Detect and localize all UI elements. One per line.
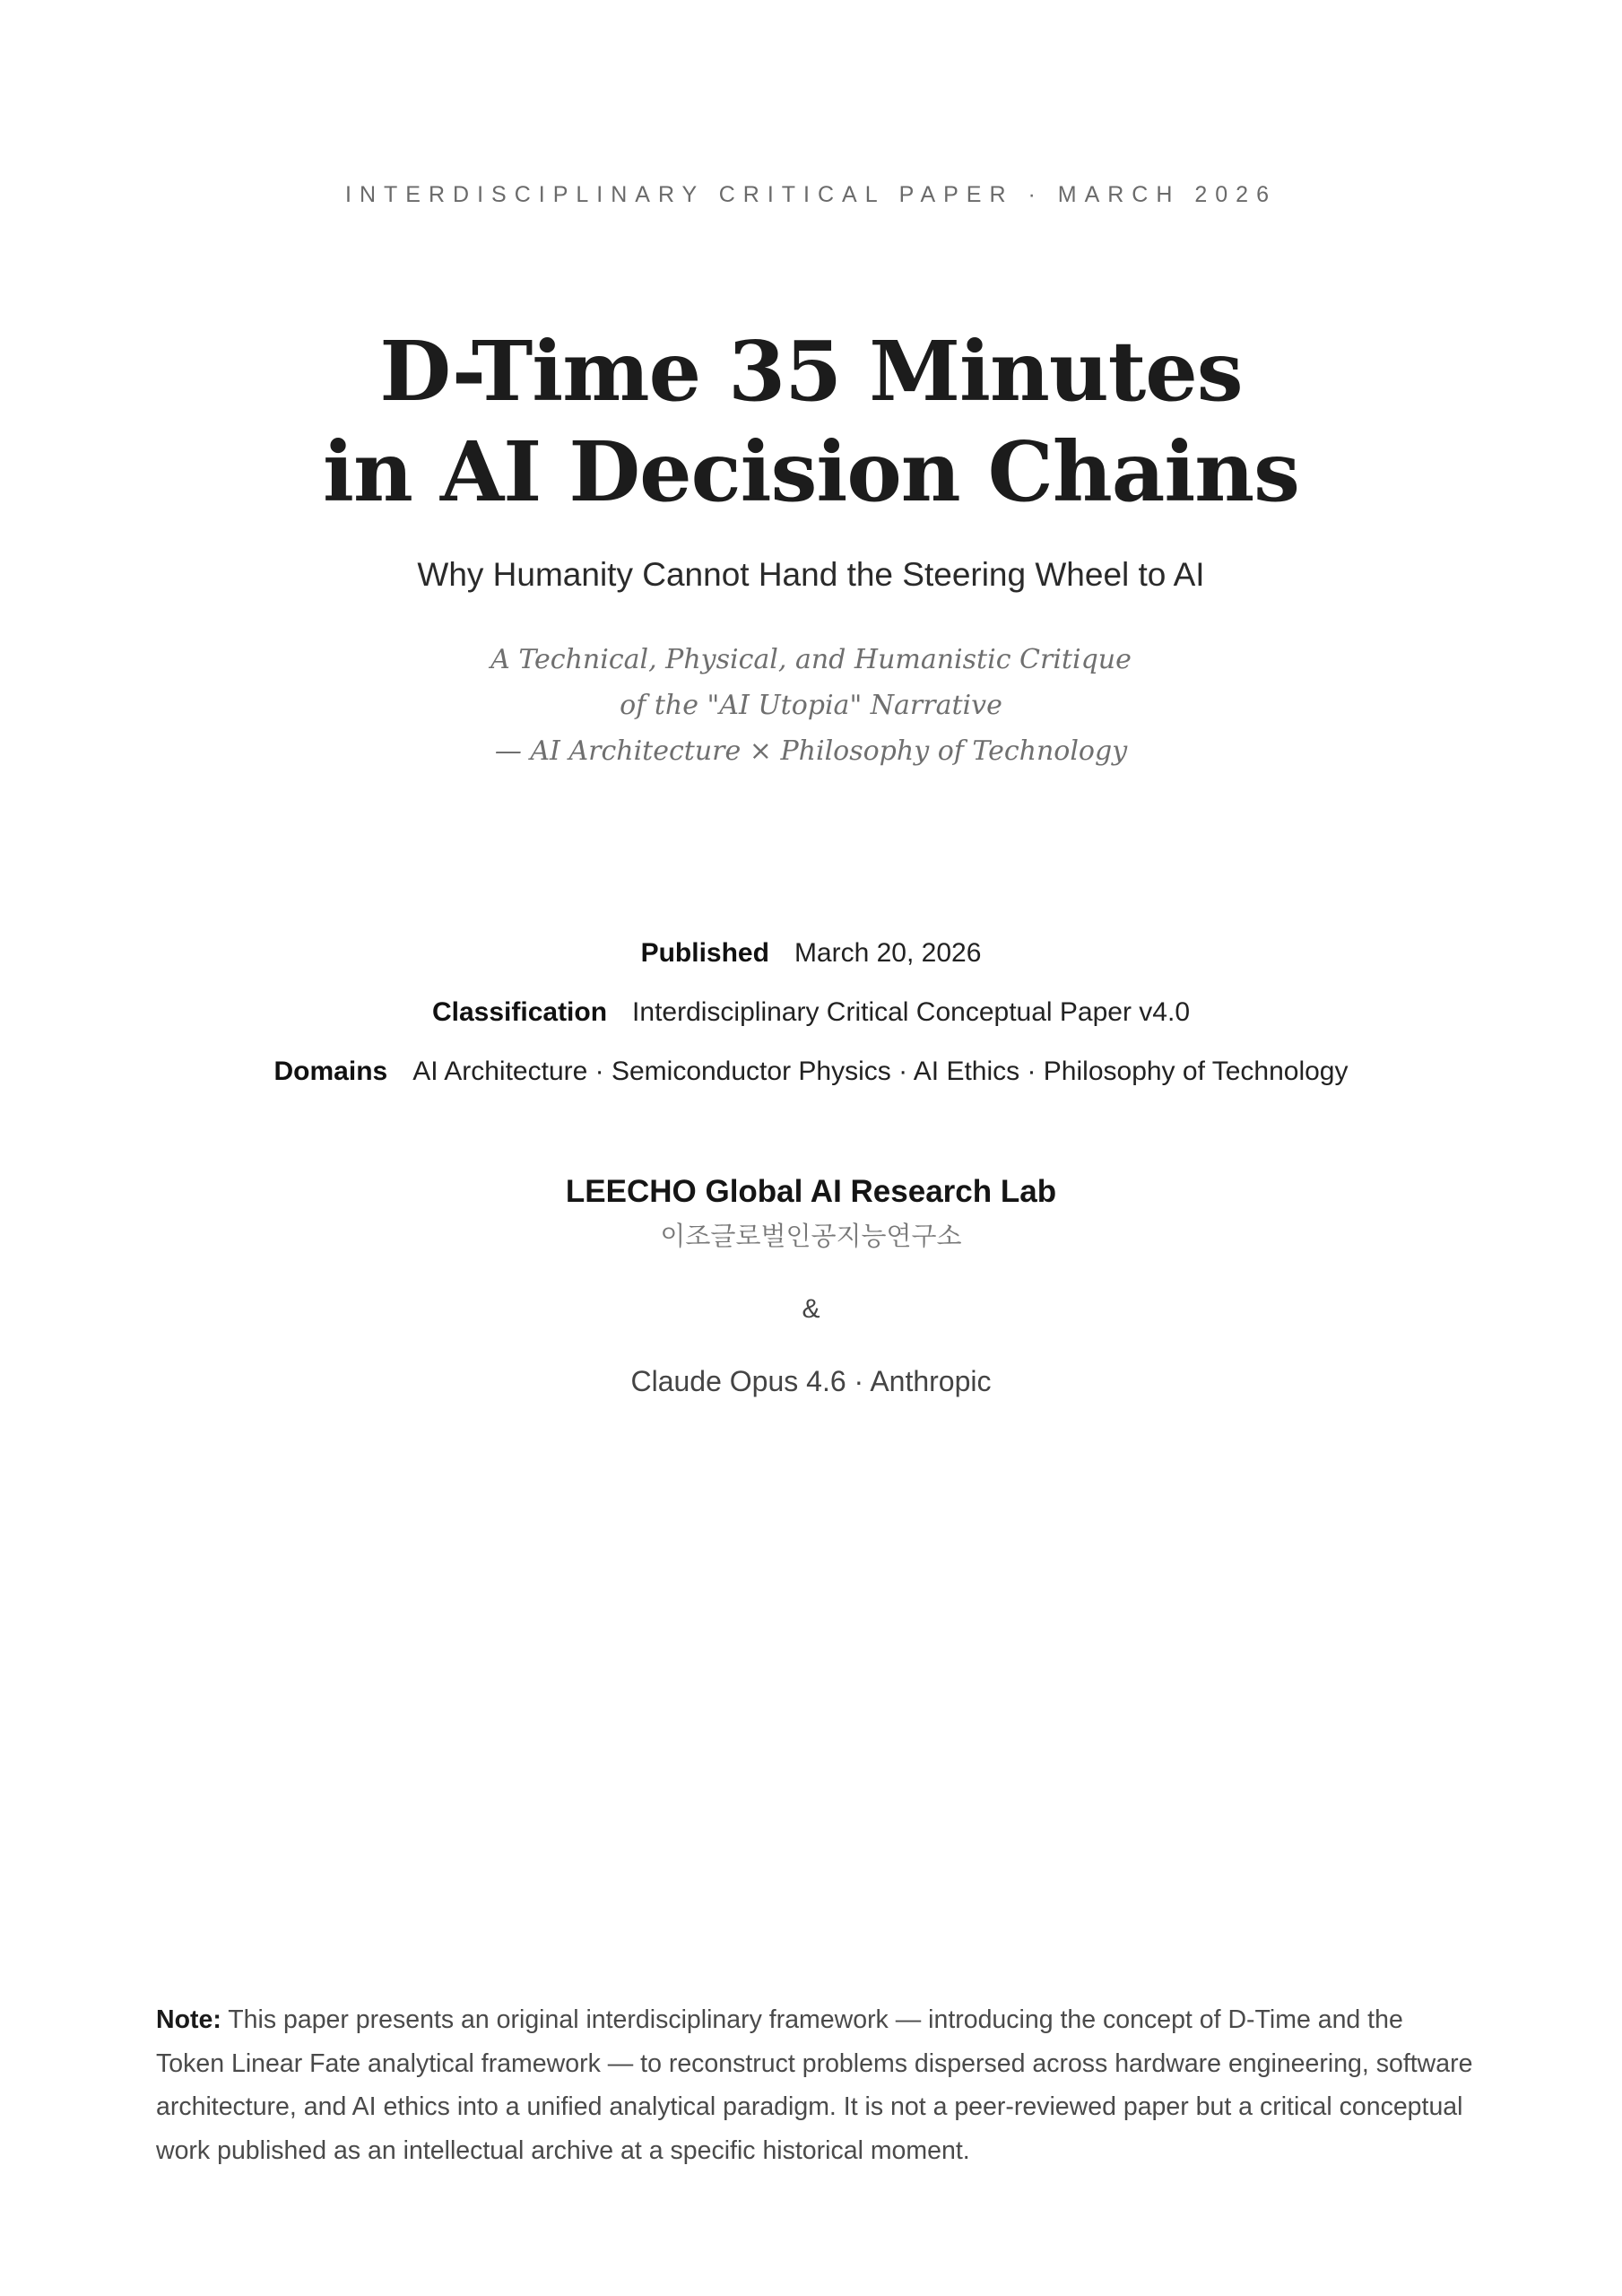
paper-subtitle: Why Humanity Cannot Hand the Steering Wheel to AI — [417, 556, 1205, 593]
tagline-line-2: of the "AI Utopia" Narrative — [620, 690, 1002, 721]
paper-note — [156, 1998, 1474, 2172]
co-author: Claude Opus 4.6 · Anthropic — [630, 1365, 992, 1397]
org-korean-name: 이조글로벌인공지능연구소 — [660, 1222, 962, 1251]
meta-published-label: Published — [640, 938, 769, 968]
meta-classification — [0, 983, 1622, 1042]
paper-authors — [0, 1170, 1622, 1401]
meta-domains-value: AI Architecture · Semiconductor Physics · AI Ethics · Philosophy of Technology — [412, 1057, 1349, 1086]
paper-title — [0, 321, 1622, 522]
meta-domains — [0, 1042, 1622, 1101]
meta-classification-value: Interdisciplinary Critical Conceptual Paper v4.0 — [632, 997, 1191, 1027]
meta-classification-label: Classification — [431, 997, 608, 1027]
meta-published — [0, 924, 1622, 983]
author-ampersand: & — [802, 1294, 820, 1324]
org-name: LEECHO Global AI Research Lab — [565, 1174, 1057, 1209]
paper-title-line-2: in AI Decision Chains — [323, 423, 1299, 520]
note-label: Note: — [156, 2005, 221, 2034]
tagline-line-1: A Technical, Physical, and Humanistic Critique — [490, 644, 1132, 675]
note-text: This paper presents an original interdisciplinary framework — introducing the concept of D-Time and the Token Linear Fate analytical framework — to reconstruct problems dispersed across hardware engineering, software architecture, and AI ethics into a unified analytical paradigm. It is not a peer-reviewed paper but a critical conceptual work published as an intellectual archive at a specific historical moment. — [156, 2005, 1473, 2165]
paper-metadata — [0, 924, 1622, 1101]
paper-kicker: INTERDISCIPLINARY CRITICAL PAPER · MARCH 2026 — [345, 182, 1277, 207]
tagline-line-3: — AI Architecture × Philosophy of Technology — [494, 735, 1128, 767]
paper-tagline — [0, 637, 1622, 774]
meta-domains-label: Domains — [273, 1057, 388, 1086]
paper-title-line-1: D-Time 35 Minutes — [379, 323, 1243, 420]
meta-published-value: March 20, 2026 — [794, 938, 982, 968]
